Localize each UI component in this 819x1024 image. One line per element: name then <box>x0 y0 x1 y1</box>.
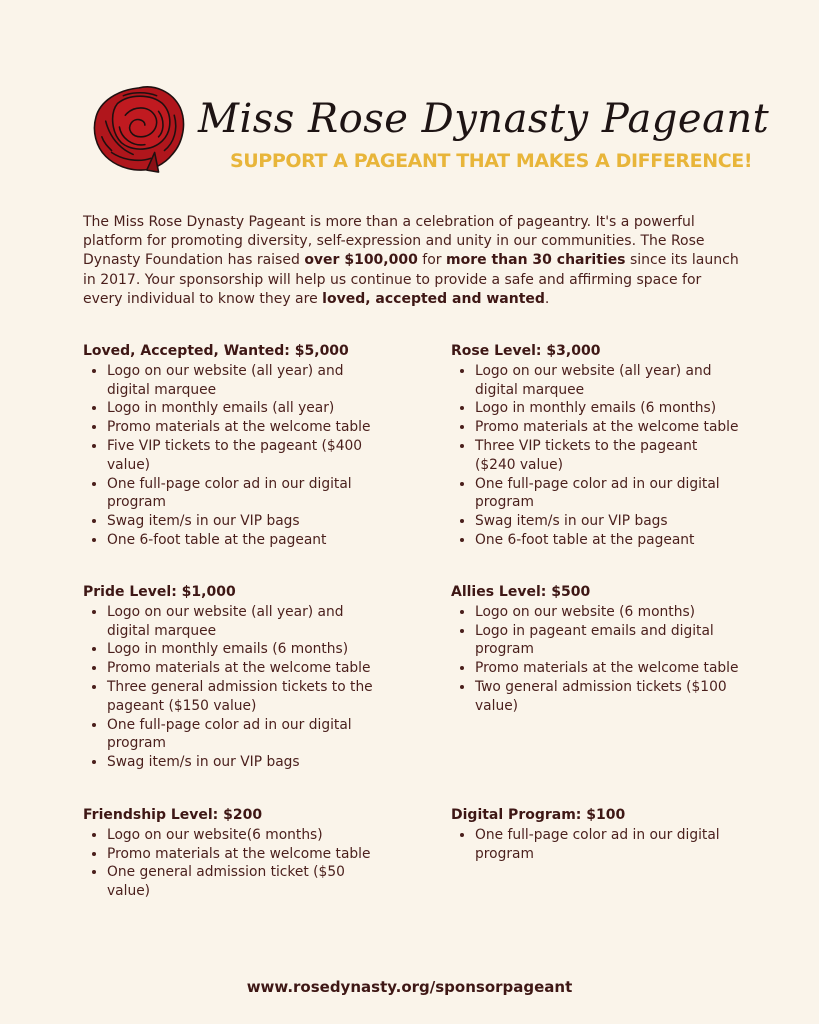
benefit-item: • One 6-foot table at the pageant <box>475 531 741 550</box>
level-title: Allies Level: $500 <box>451 584 591 600</box>
sponsor-level-digital-program <box>451 806 741 863</box>
benefit-item: • One general admission ticket ($50 value) <box>107 863 373 901</box>
benefit-item: • Logo on our website (all year) and digital marquee <box>107 362 373 400</box>
benefit-item: • Promo materials at the welcome table <box>475 418 741 437</box>
tagline: SUPPORT A PAGEANT THAT MAKES A DIFFERENCE! <box>230 150 753 172</box>
intro-bold-charities: more than 30 charities <box>446 252 626 269</box>
intro-paragraph <box>83 213 743 309</box>
benefit-item: • Swag item/s in our VIP bags <box>107 512 373 531</box>
benefit-item: • Three VIP tickets to the pageant ($240 value) <box>475 437 741 475</box>
benefit-item: • One 6-foot table at the pageant <box>107 531 373 550</box>
footer-url-link[interactable]: www.rosedynasty.org/sponsorpageant <box>246 978 573 996</box>
intro-bold-motto: loved, accepted and wanted <box>322 290 545 307</box>
level-title: Pride Level: $1,000 <box>83 584 236 600</box>
benefit-item: • Logo on our website (6 months) <box>475 603 741 622</box>
benefit-item: • Promo materials at the welcome table <box>107 418 373 437</box>
benefit-item: • Logo in pageant emails and digital program <box>475 622 741 660</box>
intro-text-3: since its launch in 2017. Your sponsorship will help us continue to provide a safe and affirming space for every individual to know they are <box>83 252 739 307</box>
benefit-item: • One full-page color ad in our digital program <box>475 475 741 513</box>
benefit-item: • Logo on our website (all year) and digital marquee <box>107 603 373 641</box>
level-title: Friendship Level: $200 <box>83 807 263 823</box>
intro-bold-amount: over $100,000 <box>304 252 418 269</box>
benefit-item: • Logo in monthly emails (6 months) <box>107 640 373 659</box>
benefit-item: • Logo on our website (all year) and digital marquee <box>475 362 741 400</box>
benefit-item: • Three general admission tickets to the pageant ($150 value) <box>107 678 373 716</box>
level-benefits-list <box>83 362 373 550</box>
benefit-item: • Logo on our website(6 months) <box>107 826 373 845</box>
benefit-item: • Five VIP tickets to the pageant ($400 value) <box>107 437 373 475</box>
benefit-item: • One full-page color ad in our digital program <box>475 826 741 864</box>
level-benefits-list <box>451 826 741 864</box>
benefit-item: • Swag item/s in our VIP bags <box>475 512 741 531</box>
benefit-item: • One full-page color ad in our digital program <box>107 716 373 754</box>
benefit-item: • Promo materials at the welcome table <box>475 659 741 678</box>
level-benefits-list <box>451 603 741 716</box>
intro-text-1: The Miss Rose Dynasty Pageant is more than a celebration of pageantry. It's a powerful platform for promoting diversity, self-expression and unity in our communities. The Rose Dynasty Foundation has raised <box>83 214 705 269</box>
level-benefits-list <box>83 826 373 901</box>
level-title: Digital Program: $100 <box>451 807 626 823</box>
level-title: Loved, Accepted, Wanted: $5,000 <box>83 343 349 359</box>
benefit-item: • Promo materials at the welcome table <box>107 659 373 678</box>
sponsor-level-pride <box>83 583 373 772</box>
benefit-item: • Logo in monthly emails (all year) <box>107 399 373 418</box>
level-benefits-list <box>451 362 741 550</box>
level-benefits-list <box>83 603 373 772</box>
benefit-item: • Two general admission tickets ($100 value) <box>475 678 741 716</box>
sponsor-level-loved-accepted-wanted <box>83 342 373 550</box>
rose-icon <box>90 82 188 174</box>
level-title: Rose Level: $3,000 <box>451 343 601 359</box>
sponsor-level-allies <box>451 583 741 716</box>
benefit-item: • Swag item/s in our VIP bags <box>107 753 373 772</box>
page-title: Miss Rose Dynasty Pageant <box>198 96 770 142</box>
benefit-item: • One full-page color ad in our digital program <box>107 475 373 513</box>
benefit-item: • Promo materials at the welcome table <box>107 845 373 864</box>
header <box>0 78 819 188</box>
intro-text-4: . <box>544 290 550 307</box>
benefit-item: • Logo in monthly emails (6 months) <box>475 399 741 418</box>
intro-text-2: for <box>417 252 446 269</box>
sponsor-level-rose <box>451 342 741 550</box>
sponsor-level-friendship <box>83 806 373 901</box>
